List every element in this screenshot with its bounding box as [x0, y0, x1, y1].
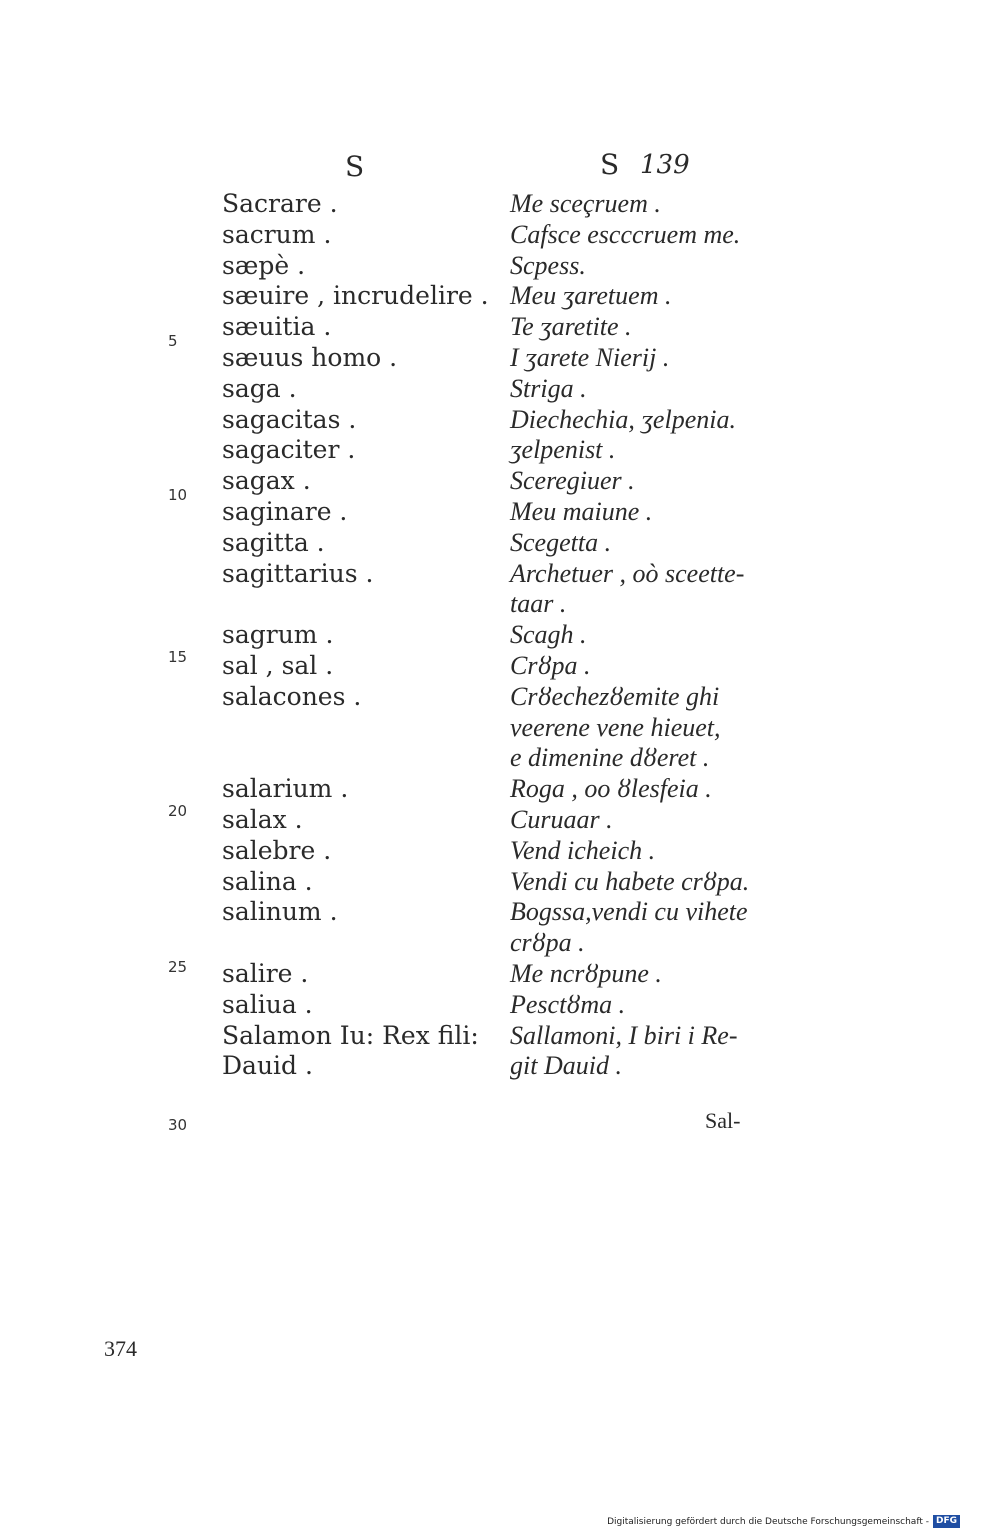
- albanian-translation: I ʒarete Nierij .: [510, 343, 670, 372]
- latin-term: Salamon Iu: Rex fili:: [222, 1020, 479, 1050]
- line-number: 25: [168, 958, 188, 976]
- albanian-translation: Diechechia, ʒelpenia.: [510, 404, 736, 434]
- albanian-translation: Roga , oo ȣlesfeia .: [510, 774, 712, 804]
- latin-term: saga .: [222, 373, 297, 403]
- albanian-translation: Crȣechezȣemite ghi: [510, 681, 720, 711]
- catchword: Sal-: [705, 1108, 741, 1133]
- header-left-letter: S: [345, 150, 365, 183]
- albanian-translation: e dimenine dȣeret .: [510, 743, 710, 773]
- latin-term: sacrum .: [222, 219, 332, 249]
- line-number: 15: [168, 648, 188, 666]
- albanian-translation: Crȣpa .: [510, 651, 591, 680]
- latin-term: sagaciter .: [222, 435, 356, 465]
- latin-term: sæuire , incrudelire .: [222, 281, 489, 311]
- archive-page-number: 374: [104, 1336, 137, 1361]
- latin-term: sagrum .: [222, 620, 334, 650]
- albanian-translation: Scpess.: [510, 250, 586, 280]
- latin-term: sæuitia .: [222, 312, 332, 342]
- line-number: 10: [168, 486, 188, 504]
- latin-term: sal , sal .: [222, 651, 334, 680]
- albanian-translation: Curuaar .: [510, 805, 613, 834]
- dfg-logo-icon: DFG: [933, 1515, 960, 1528]
- albanian-translation: Me sceçruem .: [510, 189, 661, 218]
- albanian-translation: Meu maiune .: [510, 497, 653, 526]
- latin-term: saliua .: [222, 989, 313, 1019]
- latin-term: salebre .: [222, 835, 332, 865]
- latin-term: sagax .: [222, 466, 311, 496]
- albanian-translation: Vend icheich .: [510, 835, 656, 865]
- albanian-translation: Te ʒaretite .: [510, 312, 632, 342]
- header-right-letter: S: [600, 148, 620, 181]
- albanian-translation: Scagh .: [510, 620, 587, 650]
- latin-term: salax .: [222, 805, 303, 834]
- latin-term: salire .: [222, 959, 309, 988]
- albanian-translation: Meu ʒaretuem .: [510, 281, 672, 311]
- albanian-translation: Pesctȣma .: [510, 989, 626, 1019]
- latin-term: salinum .: [222, 897, 338, 927]
- latin-term: salacones .: [222, 681, 362, 711]
- albanian-translation: Sallamoni, I biri i Re-: [510, 1020, 738, 1050]
- line-number: 5: [168, 332, 178, 350]
- latin-term: sagittarius .: [222, 558, 374, 588]
- albanian-translation: Scegetta .: [510, 527, 612, 557]
- latin-term: sæpè .: [222, 250, 306, 280]
- albanian-translation: git Dauid .: [510, 1051, 622, 1081]
- latin-term: sagacitas .: [222, 404, 357, 434]
- latin-term: salina .: [222, 866, 313, 896]
- albanian-translation: crȣpa .: [510, 928, 585, 958]
- footer-credit-text: Digitalisierung gefördert durch die Deutsche Forschungsgemeinschaft -: [607, 1516, 929, 1527]
- albanian-translation: Vendi cu habete crȣpa.: [510, 866, 750, 896]
- latin-term: saginare .: [222, 497, 348, 526]
- latin-term: sagitta .: [222, 527, 325, 557]
- albanian-translation: Striga .: [510, 373, 587, 403]
- albanian-translation: taar .: [510, 589, 567, 619]
- albanian-translation: Bogssa,vendi cu vihete: [510, 897, 748, 927]
- albanian-translation: veerene vene hieuet,: [510, 712, 721, 742]
- header-page-number: 139: [640, 150, 690, 180]
- digitization-footer: [607, 1515, 960, 1528]
- line-number: 20: [168, 802, 188, 820]
- latin-term: Dauid .: [222, 1051, 313, 1081]
- latin-term: Sacrare .: [222, 189, 338, 218]
- latin-term: sæuus homo .: [222, 343, 398, 372]
- albanian-translation: Archetuer , oò sceette-: [510, 558, 745, 588]
- latin-term: salarium .: [222, 774, 349, 804]
- albanian-translation: Me ncrȣpune .: [510, 959, 662, 988]
- line-number: 30: [168, 1116, 188, 1134]
- albanian-translation: ʒelpenist .: [510, 435, 616, 465]
- albanian-translation: Cafsce escccruem me.: [510, 219, 741, 249]
- albanian-translation: Sceregiuer .: [510, 466, 635, 496]
